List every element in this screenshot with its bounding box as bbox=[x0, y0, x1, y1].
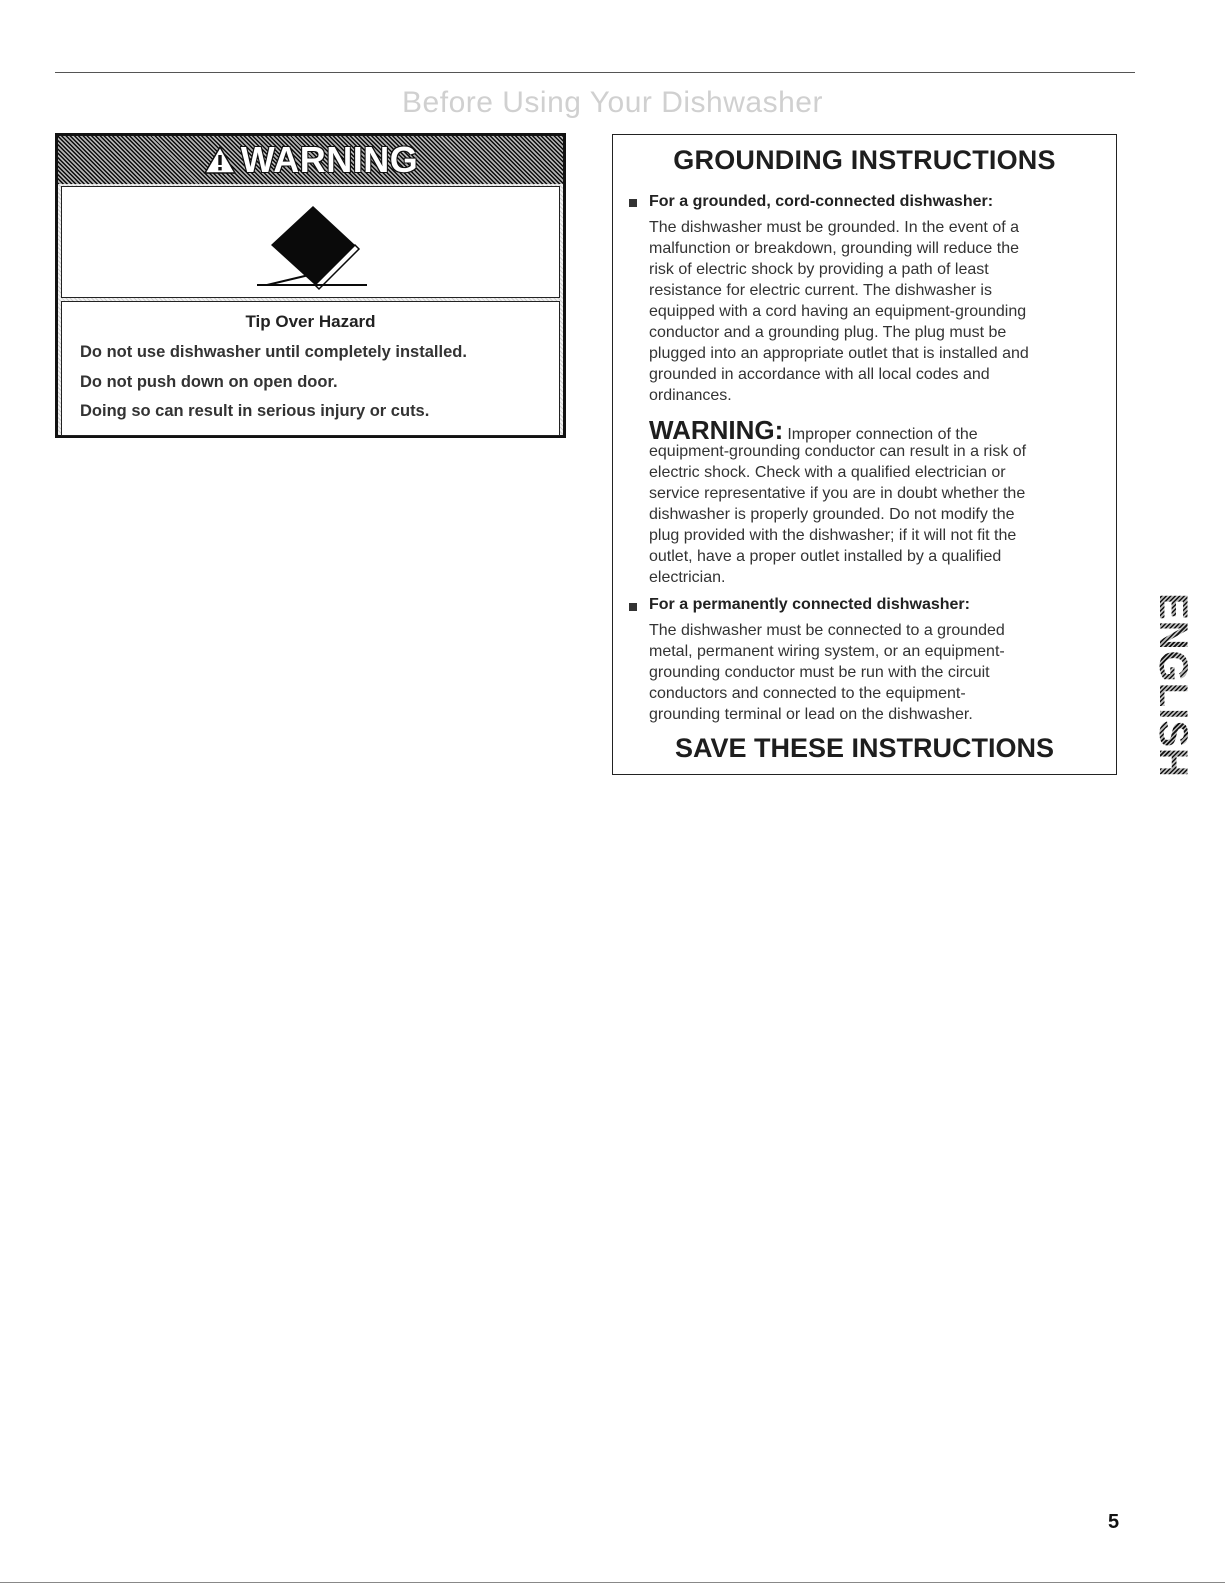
body-line: electric shock. Check with a qualified electrician or bbox=[649, 464, 1006, 481]
inline-warning-label: WARNING: bbox=[649, 415, 784, 445]
body-line: grounding terminal or lead on the dishwasher. bbox=[649, 706, 973, 723]
inline-warning bbox=[649, 415, 978, 446]
body-line: equipped with a cord having an equipment-grounding bbox=[649, 303, 1027, 320]
body-line: conductors and connected to the equipment- bbox=[649, 685, 966, 702]
bullet-heading: For a grounded, cord-connected dishwasher: bbox=[649, 193, 994, 210]
bullet-heading: For a permanently connected dishwasher: bbox=[649, 596, 970, 613]
tip-over-hazard-icon bbox=[257, 201, 377, 291]
top-rule bbox=[55, 72, 1135, 73]
language-side-tab bbox=[1150, 580, 1195, 790]
warning-line: Doing so can result in serious injury or cuts. bbox=[80, 402, 430, 420]
bottom-rule bbox=[0, 1582, 1225, 1583]
section-title: Before Using Your Dishwasher bbox=[402, 86, 823, 119]
body-line: grounding conductor must be run with the circuit bbox=[649, 664, 990, 681]
body-line: plug provided with the dishwasher; if it will not fit the bbox=[649, 527, 1017, 544]
body-line: The dishwasher must be connected to a grounded bbox=[649, 622, 1005, 639]
body-line: malfunction or breakdown, grounding will reduce the bbox=[649, 240, 1019, 257]
tip-over-pictogram bbox=[61, 186, 560, 298]
hazard-title: Tip Over Hazard bbox=[245, 312, 376, 331]
warning-line: Do not use dishwasher until completely installed. bbox=[80, 343, 467, 361]
warning-triangle-icon bbox=[203, 145, 237, 175]
body-line: dishwasher is properly grounded. Do not modify the bbox=[649, 506, 1015, 523]
language-tab-label: ENGLISH bbox=[1150, 592, 1195, 778]
body-line: resistance for electric current. The dishwasher is bbox=[649, 282, 992, 299]
save-instructions-title: SAVE THESE INSTRUCTIONS bbox=[674, 733, 1055, 763]
inline-warning-text: Improper connection of the bbox=[787, 426, 978, 443]
warning-header bbox=[58, 136, 563, 184]
warning-line: Do not push down on open door. bbox=[80, 373, 338, 391]
grounding-title: GROUNDING INSTRUCTIONS bbox=[673, 145, 1056, 175]
body-line: outlet, have a proper outlet installed by a qualified bbox=[649, 548, 1002, 565]
body-line: equipment-grounding conductor can result in a risk of bbox=[649, 443, 1027, 460]
body-line: electrician. bbox=[649, 569, 726, 586]
bullet-square-icon bbox=[629, 603, 637, 611]
page-number: 5 bbox=[1108, 1511, 1120, 1533]
warning-box bbox=[55, 133, 566, 438]
warning-signal-word: WARNING bbox=[240, 139, 419, 180]
body-line: The dishwasher must be grounded. In the event of a bbox=[649, 219, 1020, 236]
body-line: conductor and a grounding plug. The plug must be bbox=[649, 324, 1007, 341]
grounding-instructions-box bbox=[612, 134, 1117, 775]
bullet-square-icon bbox=[629, 199, 637, 207]
body-line: grounded in accordance with all local codes and bbox=[649, 366, 990, 383]
body-line: metal, permanent wiring system, or an equipment- bbox=[649, 643, 1005, 660]
warning-text-panel bbox=[61, 301, 560, 436]
body-line: ordinances. bbox=[649, 387, 732, 404]
body-line: service representative if you are in doubt whether the bbox=[649, 485, 1026, 502]
body-line: risk of electric shock by providing a path of least bbox=[649, 261, 989, 278]
body-line: plugged into an appropriate outlet that is installed and bbox=[649, 345, 1029, 362]
